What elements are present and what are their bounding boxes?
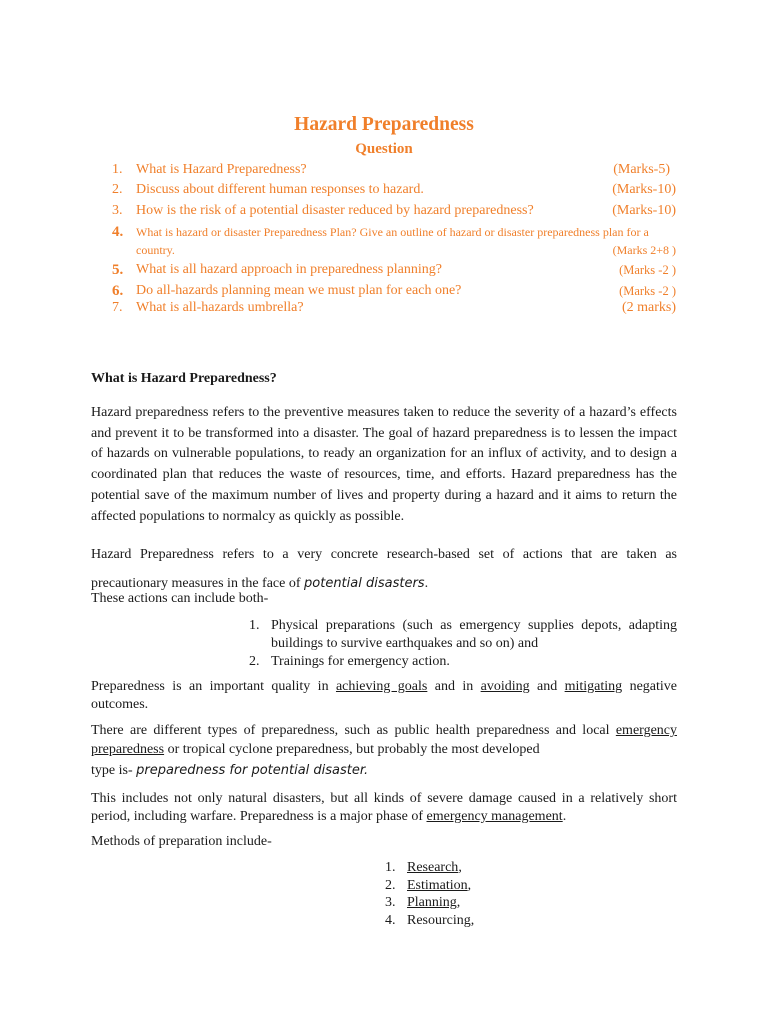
list-item — [385, 894, 474, 912]
planning-link[interactable]: Planning — [407, 895, 457, 910]
list-item — [249, 653, 677, 671]
list-item — [385, 859, 474, 877]
emphasis-text: preparedness for potential disaster. — [136, 763, 369, 778]
paragraph-text: There are different types of preparedness, such as public health preparedness and local — [91, 723, 616, 738]
question-number: 6. — [112, 283, 124, 299]
emergency-preparedness-link[interactable]: emergency preparedness — [91, 723, 677, 757]
question-number: 1. — [112, 162, 123, 177]
question-marks: (Marks 2+8 ) — [612, 243, 676, 257]
question-number: 2. — [112, 182, 123, 197]
list-item-number: 4. — [385, 912, 396, 928]
list-item-text: Physical preparations (such as emergency supplies depots, adapting buildings to survive earthquakes and so on) and — [271, 618, 677, 651]
list-item-number: 2. — [385, 877, 396, 893]
research-link[interactable]: Research — [407, 860, 459, 875]
question-number: 3. — [112, 203, 123, 218]
paragraph-includes — [91, 790, 677, 826]
paragraph-text: This includes not only natural disasters, but all kinds of severe damage caused in a relatively short period, including warfare. Preparedness is a major phase of — [91, 791, 677, 824]
question-marks: (Marks-5) — [613, 162, 670, 177]
document-title: Hazard Preparedness — [294, 114, 474, 135]
list-item-suffix: , — [467, 877, 472, 893]
section-heading: What is Hazard Preparedness? — [91, 371, 277, 386]
mitigating-link[interactable]: mitigating — [564, 679, 623, 694]
list-item-text: Resourcing — [407, 912, 471, 928]
list-item-number: 1. — [385, 860, 396, 875]
paragraph-actions-intro: These actions can include both- — [91, 591, 269, 606]
paragraph-quality — [91, 678, 677, 714]
list-item-text: Trainings for emergency action. — [271, 654, 450, 669]
list-item-number: 1. — [249, 618, 260, 633]
list-item — [249, 617, 677, 653]
estimation-link[interactable]: Estimation — [407, 877, 468, 893]
question-marks: (Marks-10) — [612, 203, 676, 218]
list-item-number: 2. — [249, 654, 260, 669]
list-item-suffix: , — [456, 895, 461, 910]
question-text: What is hazard or disaster Preparedness Plan? Give an outline of hazard or disaster preparedness plan for a country. — [136, 225, 649, 257]
question-number: 4. — [112, 224, 124, 240]
question-text: Discuss about different human responses to hazard. — [136, 182, 424, 197]
question-subtitle: Question — [355, 141, 413, 157]
list-item-suffix: , — [458, 860, 462, 875]
list-item — [385, 877, 474, 895]
paragraph-text: . — [424, 576, 429, 591]
emphasis-text: potential disasters — [304, 576, 425, 591]
paragraph-definition: Hazard preparedness refers to the preventive measures taken to reduce the severity of a hazard’s effects and prevent it to be transformed into a disaster. The goal of hazard preparedness is to lessen the impact of hazards on vulnerable populations, to ready an organization for an influx of activity, and to design a coordinated plan that reduces the waste of resources, time, and efforts. Hazard preparedness has the potential save of the maximum number of lives and property during a hazard and it aims to return the affected populations to normalcy as quickly as possible. — [91, 405, 677, 524]
paragraph-types — [91, 721, 677, 759]
question-text: What is all hazard approach in preparedness planning? — [136, 262, 442, 277]
question-number: 5. — [112, 262, 124, 278]
question-number: 7. — [112, 300, 123, 315]
paragraph-text: negative outcomes. — [91, 679, 677, 712]
question-marks: (Marks -2 ) — [619, 263, 676, 277]
list-item — [385, 912, 474, 930]
paragraph-text: Hazard Preparedness refers to a very concrete research-based set of actions that are taken as precautionary measures in the face of — [91, 547, 677, 591]
achieving-goals-link[interactable]: achieving goals — [335, 679, 428, 694]
paragraph-text: or tropical cyclone preparedness, but probably the most developed — [164, 742, 540, 757]
paragraph-research-based — [91, 540, 677, 598]
question-marks: (2 marks) — [621, 300, 676, 315]
question-text: What is Hazard Preparedness? — [136, 162, 307, 177]
question-marks: (Marks -2 ) — [619, 284, 676, 298]
question-marks: (Marks-10) — [612, 182, 676, 197]
paragraph-text: and — [529, 679, 565, 694]
paragraph-text: and in — [427, 679, 481, 694]
methods-list — [385, 859, 474, 929]
actions-list — [249, 617, 677, 671]
emergency-management-link[interactable]: emergency management — [426, 809, 563, 824]
question-text: What is all-hazards umbrella? — [136, 300, 304, 315]
paragraph-types-cont — [91, 763, 677, 779]
paragraph-methods-intro: Methods of preparation include- — [91, 834, 272, 849]
avoiding-link[interactable]: avoiding — [480, 679, 530, 694]
paragraph-text: . — [562, 809, 567, 824]
list-item-number: 3. — [385, 895, 396, 910]
paragraph-text: Preparedness is an important quality in — [91, 679, 336, 694]
question-text: How is the risk of a potential disaster reduced by hazard preparedness? — [136, 203, 534, 218]
list-item-suffix: , — [470, 912, 475, 928]
question-text: Do all-hazards planning mean we must plan for each one? — [136, 283, 462, 298]
paragraph-text: type is- — [91, 763, 137, 778]
